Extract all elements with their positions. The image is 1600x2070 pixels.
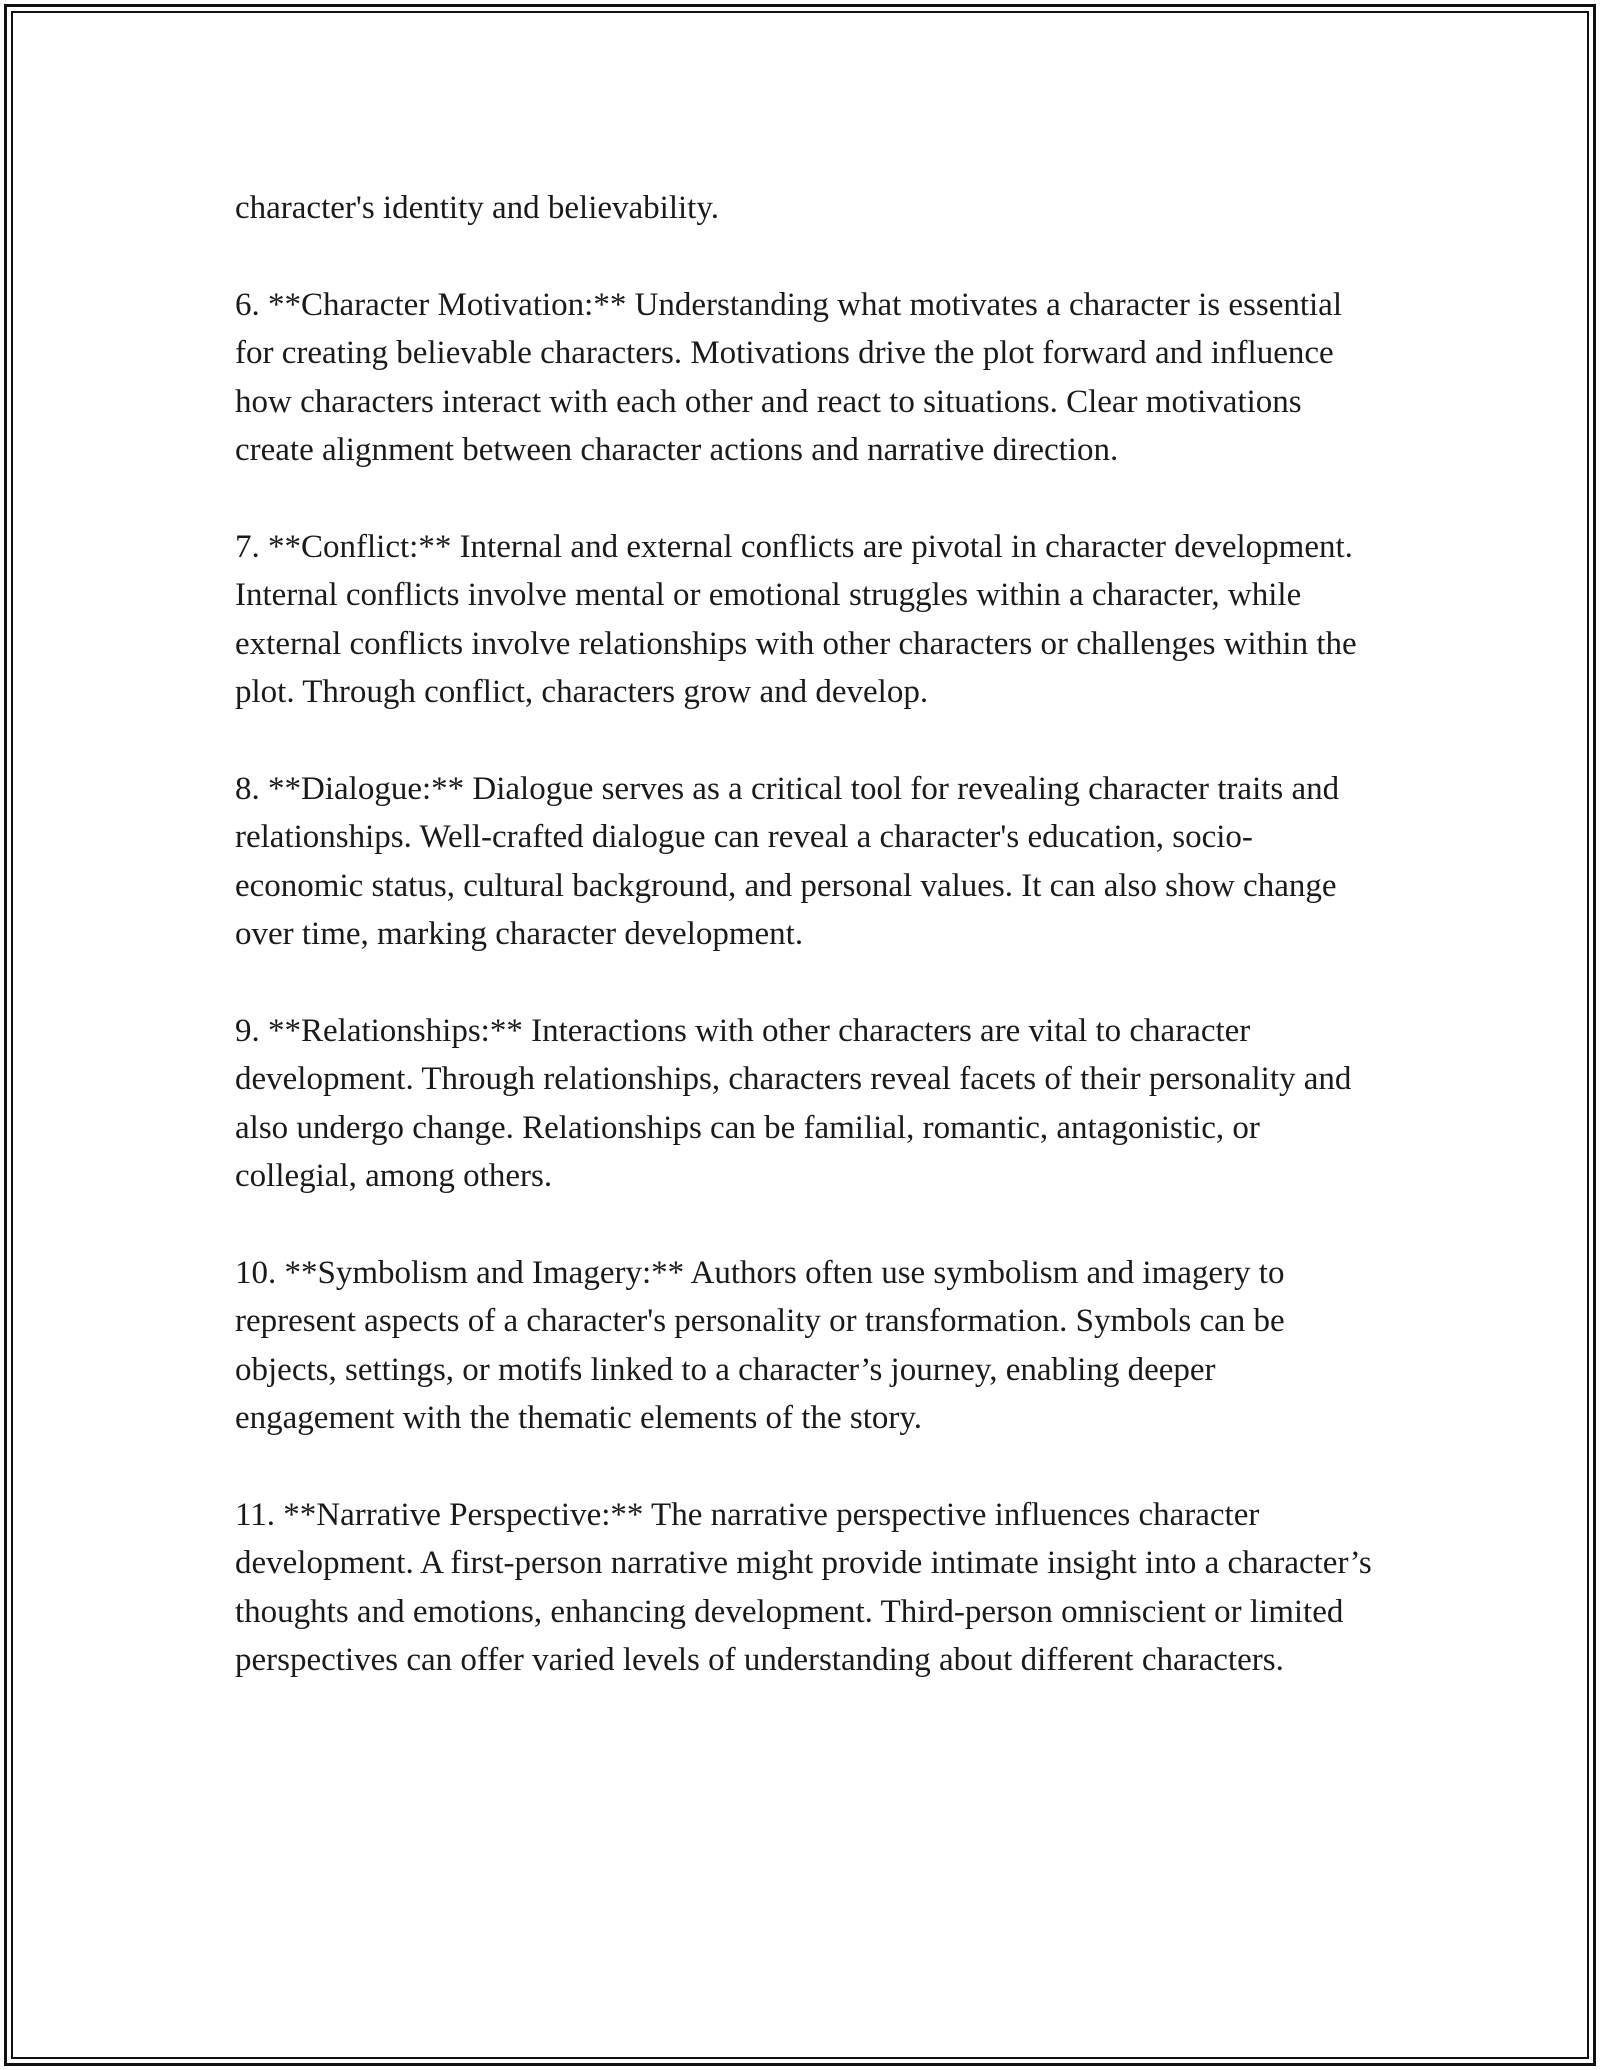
paragraph-character-motivation: 6. **Character Motivation:** Understanding what motivates a character is essential for creating believable characters. Motivations drive the plot forward and influence how characters interact with each other and react to situations. Clear motivations create alignment between character actions and narrative direction. bbox=[235, 286, 1342, 469]
paragraph-dialogue: 8. **Dialogue:** Dialogue serves as a critical tool for revealing character traits and relationships. Well-crafted dialogue can reveal a character's education, socio-economic status, cultural background, and personal values. It can also show change over time, marking character development. bbox=[235, 770, 1340, 953]
paragraph-narrative-perspective: 11. **Narrative Perspective:** The narrative perspective influences character development. A first-person narrative might provide intimate insight into a character’s thoughts and emotions, enhancing development. Third-person omniscient or limited perspectives can offer varied levels of understanding about different characters. bbox=[235, 1496, 1372, 1679]
paragraph-conflict: 7. **Conflict:** Internal and external conflicts are pivotal in character development. Internal conflicts involve mental or emotional struggles within a character, while external conflicts involve relationships with other characters or challenges within the plot. Through conflict, characters grow and develop. bbox=[235, 528, 1357, 711]
document-body bbox=[235, 184, 1375, 1733]
paragraph-symbolism-imagery: 10. **Symbolism and Imagery:** Authors often use symbolism and imagery to represent aspects of a character's personality or transformation. Symbols can be objects, settings, or motifs linked to a character’s journey, enabling deeper engagement with the thematic elements of the story. bbox=[235, 1254, 1285, 1437]
paragraph-relationships: 9. **Relationships:** Interactions with other characters are vital to character development. Through relationships, characters reveal facets of their personality and also undergo change. Relationships can be familial, romantic, antagonistic, or collegial, among others. bbox=[235, 1012, 1352, 1195]
paragraph-continuation: character's identity and believability. bbox=[235, 190, 719, 226]
